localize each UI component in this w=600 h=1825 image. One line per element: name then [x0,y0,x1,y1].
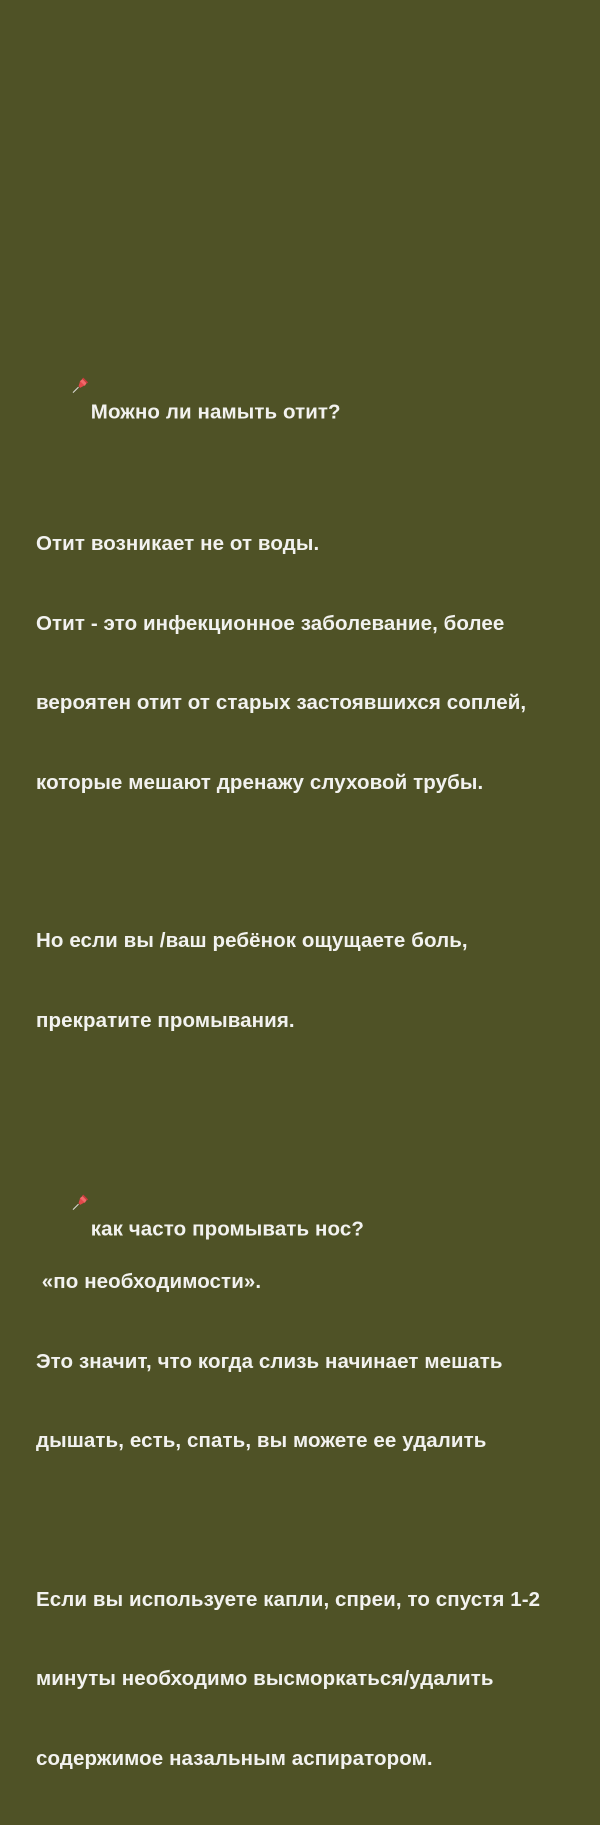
paragraph-drops-advice [36,1534,564,1825]
drops-advice-line-2: минуты необходимо высморкаться/удалить [36,1666,564,1693]
question-frequency-line-2: «по необходимости». [36,1269,564,1296]
answer-otitis-line-2: Отит - это инфекционное заболевание, более [36,611,564,638]
text-content [36,296,564,1825]
paragraph-answer-otitis [36,478,564,849]
paragraph-question-otitis [36,296,564,452]
question-frequency-line-3: Это значит, что когда слизь начинает мешать [36,1349,564,1376]
paragraph-pain-warning [36,875,564,1087]
pain-warning-line-2: прекратите промывания. [36,1008,564,1035]
paragraph-question-frequency [36,1113,564,1508]
question-otitis-line-1: Можно ли намыть отит? [91,400,341,423]
pushpin-icon [71,323,90,342]
question-frequency-line-1: как часто промывать нос? [91,1217,364,1240]
drops-advice-line-3: содержимое назальным аспиратором. [36,1746,564,1773]
answer-otitis-line-3: вероятен отит от старых застоявшихся соплей, [36,690,564,717]
pushpin-icon-2 [71,1140,90,1159]
answer-otitis-line-1: Отит возникает не от воды. [36,531,564,558]
question-frequency-line-4: дышать, есть, спать, вы можете ее удалить [36,1428,564,1455]
drops-advice-line-1: Если вы используете капли, спреи, то спустя 1-2 [36,1587,564,1614]
pain-warning-line-1: Но если вы /ваш ребёнок ощущаете боль, [36,928,564,955]
answer-otitis-line-4: которые мешают дренажу слуховой трубы. [36,770,564,797]
